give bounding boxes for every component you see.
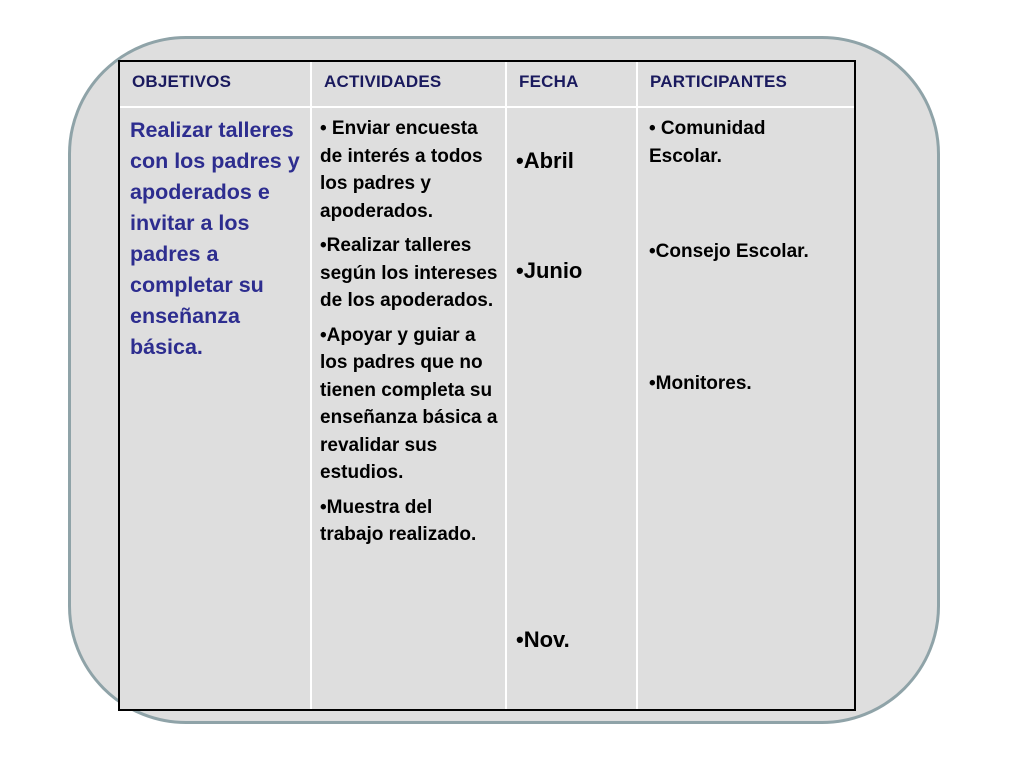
participante-item: •Monitores. bbox=[649, 373, 752, 394]
actividad-item: • Enviar encuesta de interés a todos los padres y apoderados. bbox=[320, 118, 483, 222]
header-actividades: ACTIVIDADES bbox=[312, 62, 507, 108]
fecha-cell bbox=[507, 108, 638, 709]
objetivo-cell: Realizar talleres con los padres y apoderados e invitar a los padres a completar su enseñanza básica. bbox=[120, 108, 312, 709]
participantes-cell bbox=[638, 108, 854, 709]
actividad-item: •Apoyar y guiar a los padres que no tienen completa su enseñanza básica a revalidar sus estudios. bbox=[320, 324, 498, 483]
actividades-cell bbox=[312, 108, 507, 709]
fecha-item: •Abril bbox=[516, 148, 574, 173]
planning-table bbox=[118, 60, 856, 711]
header-participantes: PARTICIPANTES bbox=[638, 62, 854, 108]
participante-item: • Comunidad Escolar. bbox=[649, 118, 766, 167]
fecha-item: •Junio bbox=[516, 258, 583, 283]
fecha-item: •Nov. bbox=[516, 627, 570, 652]
header-objetivos: OBJETIVOS bbox=[120, 62, 312, 108]
participante-item: •Consejo Escolar. bbox=[649, 241, 809, 262]
actividad-item: •Muestra del trabajo realizado. bbox=[320, 496, 477, 545]
actividad-item: •Realizar talleres según los intereses de los apoderados. bbox=[320, 235, 498, 311]
header-fecha: FECHA bbox=[507, 62, 638, 108]
